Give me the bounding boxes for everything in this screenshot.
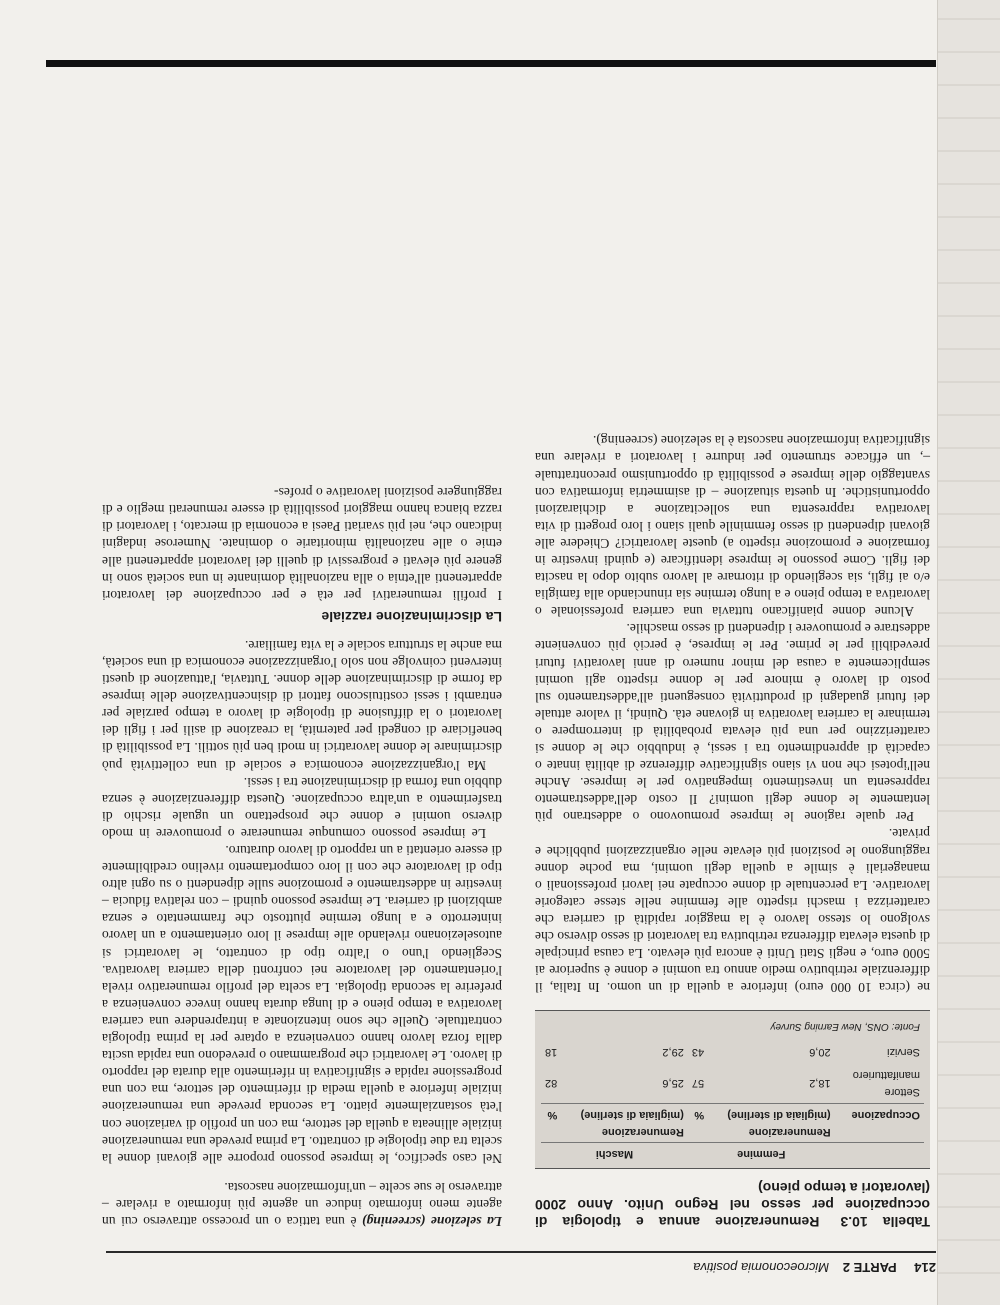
table-label: Tabella 10.3	[840, 1214, 930, 1230]
body-paragraph: I profili remunerativi per età e per occupazione dei lavoratori appartenenti all'etnia o alla nazionalità dominante in una società sono in genere più elevati e progressivi di quelli dei lavoratori appartenenti alle etnie o alle nazionalità minoritarie o dominate. Numerose indagini indicano che, nei più svariati Paesi a economia di mercato, i lavoratori di razza bianca hanno maggiori possibilità di essere remunerati meglio e di raggiungere posizioni lavorative o profes-	[102, 485, 502, 603]
table-cell: 43	[691, 1045, 705, 1058]
col-header: Remunerazione (migliaia di sterline)	[708, 1103, 835, 1142]
col-header: Occupazione	[835, 1103, 924, 1142]
col-header: %	[541, 1103, 561, 1142]
body-paragraph: Per quale ragione le imprese promuovono o addestrano più lentamente le donne degli uomini? Il costo dell'addestramento rappresenta un investimento impegnativo per le imprese. Anche nell'ipotesi che non vi siano significative differenze di abilità innate o capacità di apprendimento tra i sessi, è indubbio che le donne si caratterizzino per una più elevata probabilità di interrompere o terminare la carriera lavorativa in giovane età. Quindi, il valore attuale dei futuri guadagni di produttività conseguenti all'addestramento sul posto di lavoro è minore per le donne rispetto agli uomini semplicemente a causa del minor numero di anni lavorativi futuri prevedibili per le prime. Per le imprese, è perciò più conveniente addestrare e promuovere i dipendenti di sesso maschile.	[535, 621, 930, 825]
section-heading: La discriminazione razziale	[321, 608, 502, 625]
group-header-female: Femmine	[688, 1142, 835, 1164]
definition-text: è una tattica o un processo attraverso cui un agente meno informato induce un agente più informato a rivelare – attraverso le sue scelte – un'informazione nascosta.	[102, 1179, 502, 1229]
table-source: Fonte: ONS, New Earning Survey	[770, 1021, 920, 1033]
body-paragraph: Alcune donne pianificano tuttavia una carriera professionale o lavorativa a tempo pieno e a lungo termine sia rinunciando alla famiglia e/o ai figli, sia scegliendo di ritornare al lavoro subito dopo la nascita dei figli. Come possono le imprese identificare (e quindi investire in formazione e promozione rispetto a) queste lavoratrici? Chiedere alle giovani dipendenti di sesso femminile quali siano i loro progetti di vita lavorativa rappresenta una sollecitazione a dichiarazioni opportunistiche. In questa situazione – di asimmetria informativa con svantaggio delle imprese e possibilità di opportunismo precontrattuale –, un efficace strumento per indurre i lavoratori a rivelare una significativa informazione nascosta è la selezione (screening).	[535, 433, 930, 620]
table-cell: 29,2	[662, 1045, 684, 1058]
body-paragraph: Le imprese possono comunque remunerare o promuovere in modo diverso uomini e donne che prospettano un uguale rischio di trasferimento a un'altra occupazione. Questa differenziazione è senza dubbio una forma di discriminazione tra i sessi.	[102, 774, 502, 841]
section-label: Microeconomia positiva	[693, 1260, 830, 1275]
table-cell: Settore manifatturiero	[852, 1068, 920, 1098]
running-header	[106, 1243, 936, 1275]
table-cell: 57	[691, 1077, 705, 1090]
header-rule	[106, 1251, 936, 1253]
part-label: PARTE 2	[842, 1260, 897, 1275]
body-paragraph: Ma l'organizzazione economica e sociale di una collettività può discriminare le donne lavoratrici in modi ben più sottili. La possibilità di beneficiare di congedi per paternità, la creazione di asili per i figli dei lavoratori o la diffusione di tipologie di lavoro a tempo parziale per entrambi i sessi costituiscono fattori di disincentivazione delle imprese da forme di discriminazione delle donne. Tuttavia, l'attuazione di questi interventi coinvolge non solo l'organizzazione economica di una società, ma anche la struttura sociale e la vita familiare.	[102, 637, 502, 773]
table-row	[541, 1039, 924, 1062]
table-cell: 25,6	[662, 1077, 684, 1090]
table-cell: 18,2	[809, 1077, 831, 1090]
definition-box	[102, 1179, 502, 1230]
bottom-rule	[46, 60, 936, 67]
page-number: 214	[914, 1260, 936, 1275]
col-header: Remunerazione (migliaia di sterline)	[561, 1103, 688, 1142]
table-cell: 20,6	[809, 1045, 831, 1058]
right-column	[102, 484, 502, 1230]
table-header-blank	[835, 1142, 924, 1164]
table-title	[535, 1179, 930, 1230]
data-table	[535, 1010, 930, 1169]
table-caption: Remunerazione annua e tipologia di occupazione per sesso nel Regno Unito. Anno 2000 (lavoratori a tempo pieno)	[534, 1180, 930, 1230]
table-row	[541, 1063, 924, 1104]
binding-margin	[937, 0, 1000, 1305]
body-paragraph: ne (circa 10 000 euro) inferiore a quella di un uomo. In Italia, il differenziale retributivo medio annuo tra uomini e donne è superiore ai 5000 euro, e negli Stati Uniti è ancora più elevato. La causa principale di questa elevata differenza retributiva tra lavoratori di sesso diverso che svolgono lo stesso lavoro è la maggior rapidità di carriera che caratterizza i maschi rispetto alle femmine nelle stesse categorie lavorative. La percentuale di donne occupate nei lavori professionali o manageriali è simile a quella degli uomini, ma poche donne raggiungono le posizioni più elevate nelle organizzazioni pubbliche e private.	[535, 826, 930, 996]
table-cell: 82	[545, 1077, 558, 1090]
group-header-male: Maschi	[541, 1142, 688, 1164]
left-column	[535, 432, 930, 1230]
table-cell: Servizi	[886, 1045, 920, 1058]
definition-term: La selezione (screening)	[361, 1214, 502, 1229]
table-cell: 18	[545, 1045, 558, 1058]
body-paragraph: Nel caso specifico, le imprese possono proporre alle giovani donne la scelta tra due tipologie di contratto. La prima prevede una remunerazione iniziale allineata a quella del settore, ma con un profilo di variazione con l'età sostanzialmente piatto. La seconda prevede una remunerazione iniziale inferiore a quella media di riferimento del settore, ma con una progressione rapida e significativa in riferimento alla durata del rapporto di lavoro. Le lavoratrici che programmano o prevedono una rapida uscita dalla forza lavoro hanno convenienza a optare per la prima tipologia contrattuale. Quelle che sono intenzionate a intraprendere una carriera lavorativa a tempo pieno e di lunga durata hanno invece convenienza a preferire la seconda tipologia. La scelta del profilo remunerativo rivela l'orientamento del lavoratore nei confronti della carriera lavorativa. Scegliendo l'uno o l'altro tipo di contratto, le lavoratrici si autoselezionano rivelando alle imprese il loro orientamento a un lavoro ininterrotto e a lungo termine piuttosto che frammentato e senza ambizioni di carriera. Le imprese possono quindi – con relativa fiducia – investire in addestramento e promozione sulle dipendenti o su ogni altro tipo di lavoratore che con il loro comportamento rivelino credibilmente di essere orientati a un rapporto di lavoro duraturo.	[102, 843, 502, 1166]
col-header: %	[688, 1103, 708, 1142]
